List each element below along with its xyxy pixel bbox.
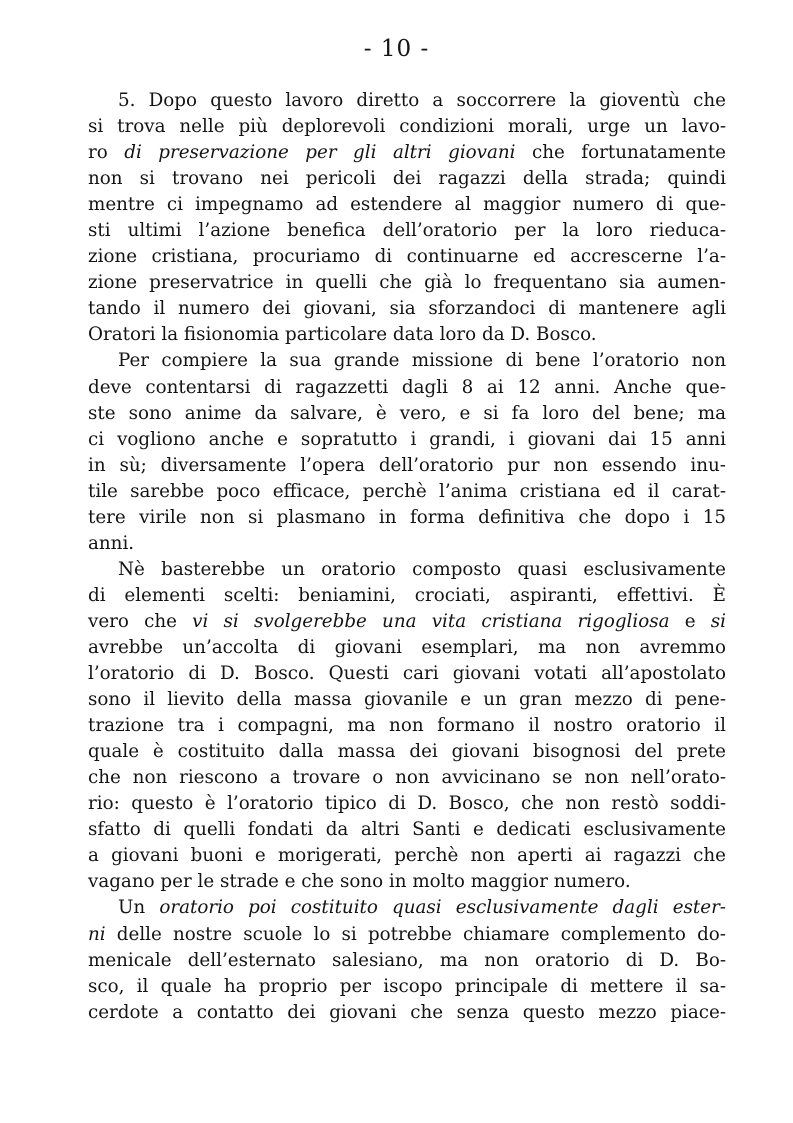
text-line: che non riescono a trovare o non avvicinano se non nell’orato-	[88, 767, 726, 789]
text-segment: vero che	[88, 610, 193, 632]
text-line: a giovani buoni e morigerati, perchè non aperti ai ragazzi che	[88, 845, 726, 867]
text-segment: Un	[118, 897, 160, 919]
text-line	[88, 140, 726, 166]
body-text	[88, 88, 726, 1026]
text-line: tere virile non si plasmano in forma definitiva che dopo i 15	[88, 506, 726, 528]
text-segment: e	[669, 610, 711, 632]
text-line: sti ultimi l’azione benefica dell’oratorio per la loro rieduca-	[88, 220, 726, 242]
page-number: - 10 -	[363, 36, 430, 62]
text-line: cerdote a contatto dei giovani che senza questo mezzo piace-	[88, 1001, 726, 1023]
text-line: Per compiere la sua grande missione di bene l’oratorio non	[118, 350, 726, 372]
text-line: mentre ci impegnamo ad estendere al maggior numero di que-	[88, 194, 726, 216]
italic-segment: oratorio poi costituito quasi esclusivamente dagli ester-	[159, 897, 726, 919]
text-line	[88, 922, 726, 948]
text-line: zione preservatrice in quelli che già lo frequentano sia aumen-	[88, 272, 726, 294]
text-line: rio: questo è l’oratorio tipico di D. Bosco, che non restò soddi-	[88, 793, 726, 815]
text-line: Oratori la fisionomia particolare data loro da D. Bosco.	[88, 324, 597, 346]
text-line: 5. Dopo questo lavoro diretto a soccorrere la gioventù che	[118, 90, 726, 111]
text-line: in sù; diversamente l’opera dell’oratorio pur non essendo inu-	[88, 454, 726, 476]
italic-segment: ni	[88, 923, 106, 945]
text-line: si trova nelle più deplorevoli condizioni morali, urge un lavo-	[88, 116, 726, 138]
text-line: Nè basterebbe un oratorio composto quasi esclusivamente	[118, 558, 726, 580]
text-line	[88, 895, 726, 921]
text-line: tando il numero dei giovani, sia sforzandoci di mantenere agli	[88, 298, 726, 320]
text-line: zione cristiana, procuriamo di continuarne ed accrescerne l’a-	[88, 246, 726, 268]
text-line: quale è costituito dalla massa dei giovani bisognosi del prete	[88, 741, 726, 763]
text-line	[88, 609, 726, 635]
text-line: vagano per le strade e che sono in molto maggior numero.	[88, 871, 631, 893]
italic-segment: vi si svolgerebbe una vita cristiana rigogliosa	[192, 610, 670, 632]
text-line: sfatto di quelli fondati da altri Santi e dedicati esclusivamente	[88, 819, 726, 841]
text-line: menicale dell’esternato salesiano, ma non oratorio di D. Bo-	[88, 949, 726, 971]
text-line: avrebbe un’accolta di giovani esemplari, ma non avremmo	[88, 636, 726, 658]
italic-segment: di preservazione per gli altri giovani	[124, 142, 516, 164]
text-line: anni.	[88, 532, 135, 554]
text-segment: ro	[88, 142, 125, 164]
text-segment: delle nostre scuole lo si potrebbe chiamare complemento do-	[105, 923, 726, 945]
text-line: non si trovano nei pericoli dei ragazzi della strada; quindi	[88, 168, 726, 190]
text-line: tile sarebbe poco efficace, perchè l’anima cristiana ed il carat-	[88, 480, 726, 502]
text-line: trazione tra i compagni, ma non formano il nostro oratorio il	[88, 715, 726, 737]
text-line: l’oratorio di D. Bosco. Questi cari giovani votati all’apostolato	[88, 663, 726, 685]
text-line: ste sono anime da salvare, è vero, e si fa loro del bene; ma	[88, 402, 726, 424]
text-line: sono il lievito della massa giovanile e un gran mezzo di pene-	[88, 689, 726, 711]
text-segment: che fortunatamente	[515, 142, 726, 164]
text-line: sco, il quale ha proprio per iscopo principale di mettere il sa-	[88, 975, 726, 997]
text-line: deve contentarsi di ragazzetti dagli 8 ai 12 anni. Anche que-	[88, 376, 726, 398]
text-line: di elementi scelti: beniamini, crociati, aspiranti, effettivi. È	[88, 584, 726, 606]
italic-segment: si	[710, 610, 726, 632]
text-line: ci vogliono anche e sopratutto i grandi, i giovani dai 15 anni	[88, 428, 726, 450]
